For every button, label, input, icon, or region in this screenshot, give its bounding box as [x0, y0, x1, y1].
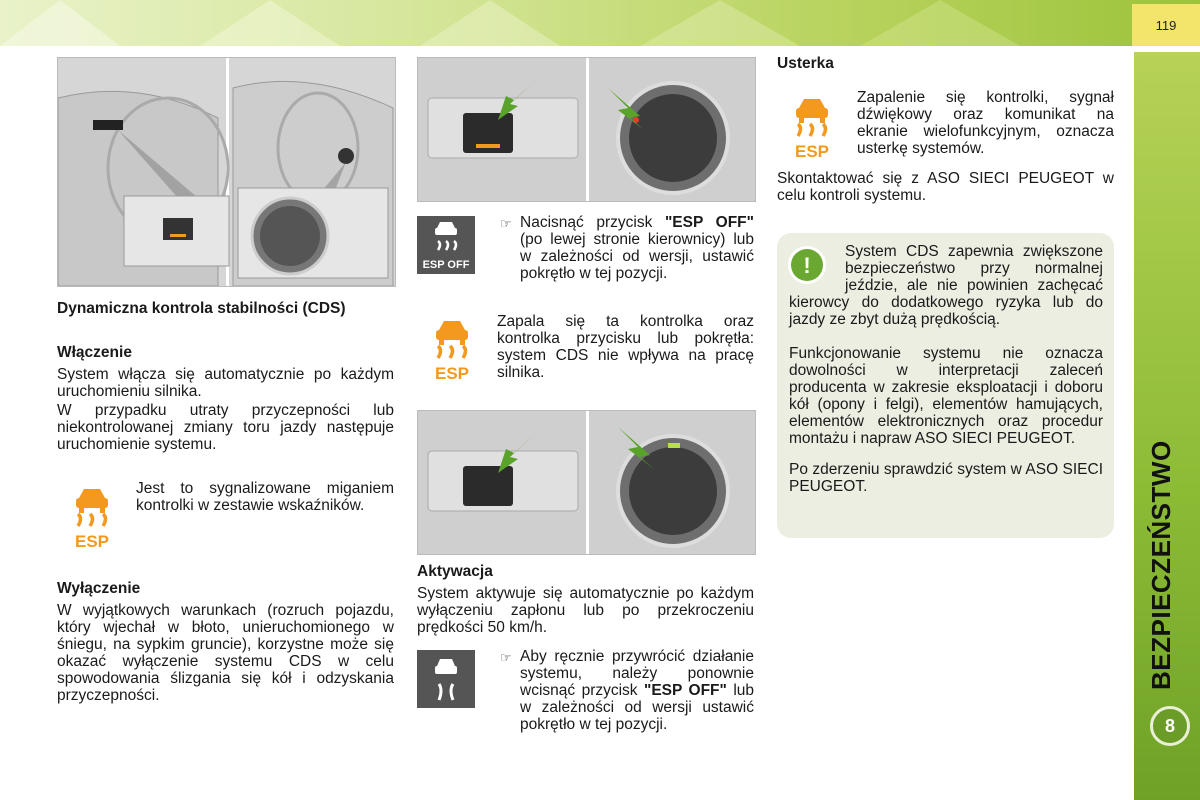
paragraph-activation: System aktywuje się automatycznie po każdym wyłączeniu zapłonu lub po przekroczeniu prędkości 50 km/h.: [417, 585, 754, 636]
paragraph-on-2: W przypadku utraty przyczepności lub niekontrolowanej zmiany toru jazdy następuje uruchomienie systemu.: [57, 402, 394, 453]
warning-note-box: [777, 233, 1114, 538]
heading-fault: Usterka: [777, 55, 834, 72]
esp-off-photo-1: [417, 57, 756, 202]
paragraph-restore: Aby ręcznie przywrócić działanie systemu, należy ponownie wcisnąć przycisk "ESP OFF" lub w zależności od wersji ustawić pokrętło w tej pozycji.: [520, 648, 755, 733]
esp-label-2: ESP: [434, 364, 470, 382]
paragraph-press: Nacisnąć przycisk "ESP OFF" (po lewej stronie kierownicy) lub w zależności od wersji, ustawić pokrętło w tej pozycji.: [520, 214, 754, 282]
esp-off-button-icon: [417, 216, 475, 274]
note-paragraph-1: System CDS zapewnia zwiększone bezpieczeństwo przy normalnej jeździe, ale nie powinien zachęcać kierowcy do dodatkowego ryzyka lub do jazdy ze zbyt dużą prędkością.: [789, 243, 1103, 328]
section-title-cds: Dynamiczna kontrola stabilności (CDS): [57, 300, 346, 317]
esp-warning-icon: [790, 94, 834, 160]
esp-warning-icon: [70, 484, 114, 550]
esp-label-3: ESP: [794, 142, 830, 160]
esp-label-1: ESP: [74, 532, 110, 550]
note-icon-spacer: [789, 243, 845, 293]
dashboard-photo: [57, 57, 396, 287]
section-title: BEZPIECZEŃSTWO: [1146, 440, 1176, 690]
esp-off-label-1: ESP OFF: [422, 259, 470, 271]
heading-on: Włączenie: [57, 344, 132, 361]
paragraph-light: Zapala się ta kontrolka oraz kontrolka przycisku lub pokrętła: system CDS nie wpływa na pracę silnika.: [497, 313, 754, 381]
header-banner: [0, 0, 1200, 46]
note-paragraph-3: Po zderzeniu sprawdzić system w ASO SIECI PEUGEOT.: [789, 461, 1103, 495]
heading-activation: Aktywacja: [417, 563, 493, 580]
pointing-hand-icon: ☞: [500, 650, 512, 665]
paragraph-fault: Zapalenie się kontrolki, sygnał dźwiękowy oraz komunikat na ekranie wielofunkcyjnym, oznacza usterkę systemów.: [857, 89, 1114, 157]
page-number: 119: [1132, 4, 1200, 46]
paragraph-off: W wyjątkowych warunkach (rozruch pojazdu, który wjechał w błoto, unieruchomionego w śniegu, na sypkim gruncie), korzystne może się okazać wyłączenie systemu CDS w celu spowodowania ślizgania się kół i odzyskania przyczepności.: [57, 602, 394, 704]
esp-warning-icon: [430, 316, 474, 382]
exclamation-mark: !: [803, 253, 811, 278]
paragraph-on-1: System włącza się automatycznie po każdym uruchomieniu silnika.: [57, 366, 394, 400]
esp-button-icon: [417, 650, 475, 708]
paragraph-contact: Skontaktować się z ASO SIECI PEUGEOT w celu kontroli systemu.: [777, 170, 1114, 204]
paragraph-blink: Jest to sygnalizowane miganiem kontrolki w zestawie wskaźników.: [136, 480, 394, 514]
note-paragraph-2: Funkcjonowanie systemu nie oznacza dowolności w interpretacji zaleceń producenta w zakresie eksploatacji i doboru kół (opony i felgi), elementów hamujących, elementów elektronicznych oraz procedur montażu i napraw ASO SIECI PEUGEOT.: [789, 345, 1103, 447]
pointing-hand-icon: ☞: [500, 216, 512, 231]
banner-decoration: [0, 0, 1130, 46]
chapter-number-badge: 8: [1150, 706, 1190, 746]
heading-off: Wyłączenie: [57, 580, 141, 597]
esp-off-photo-2: [417, 410, 756, 555]
